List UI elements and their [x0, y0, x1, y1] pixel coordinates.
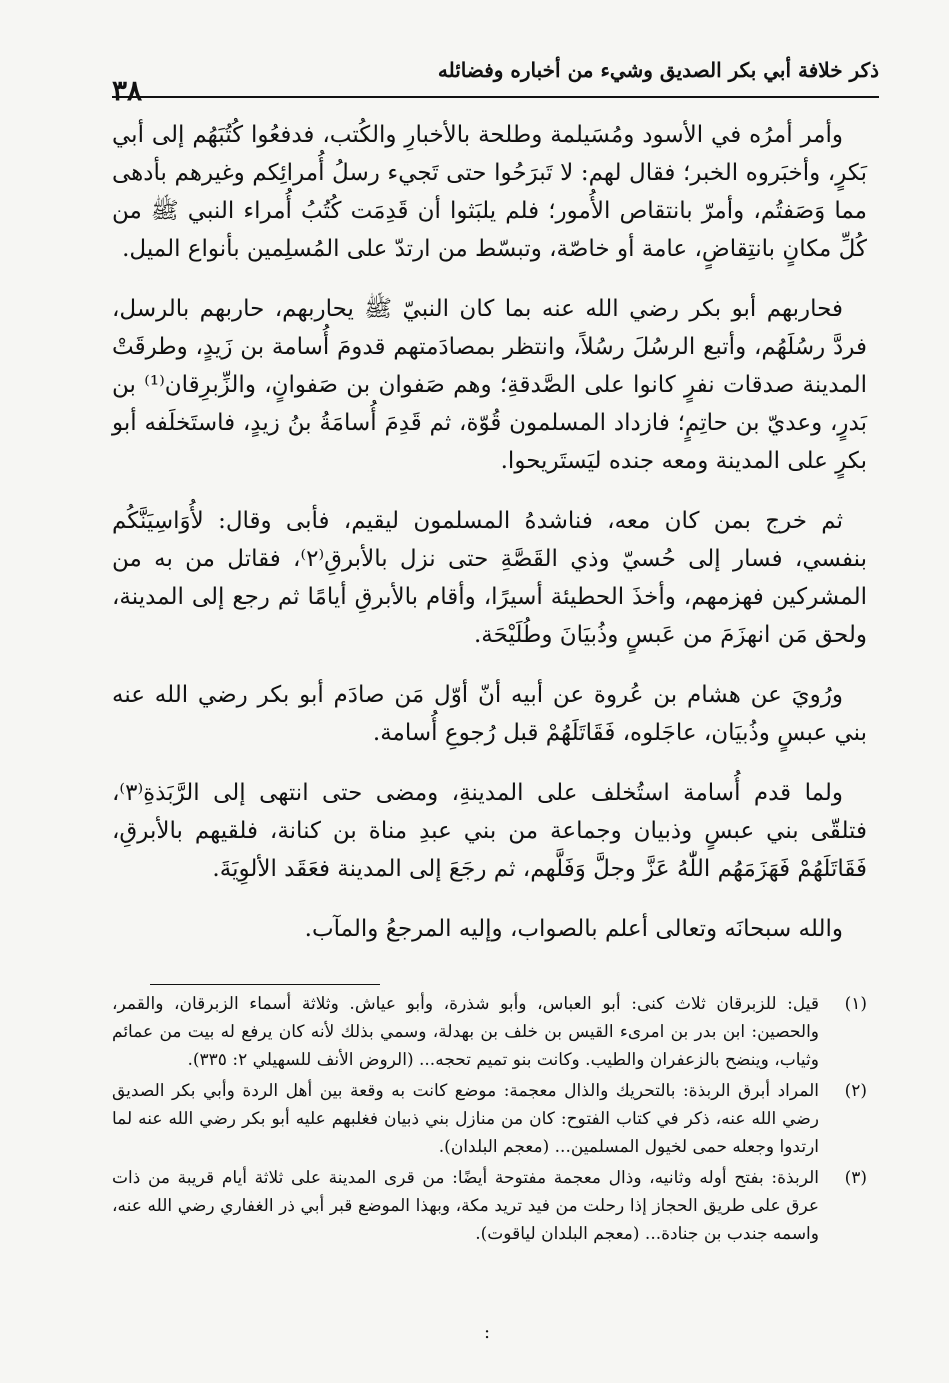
footnote-text: قيل: للزبرقان ثلاث كنى: أبو العباس، وأبو شذرة، وأبو عياش. وثلاثة أسماء الزبرقان، والقمر، والحصين: ابن بدر بن امرىء القيس بن خلف بن بهدلة، وسمي بذلك لأنه كان يرفع له بيت من عمائم وثياب، وينضح بالزعفران والطيب. وكانت بنو تميم تحجه... (الروض الأنف للسهيلي ٢: ٣٣٥).	[112, 994, 819, 1070]
footnote-text: المراد أبرق الربذة: بالتحريك والذال معجمة: موضع كانت به وقعة بين أهل الردة وأبي بكر الصديق رضي الله عنه، ذكر في كتاب الفتوح: كان من منازل بني ذبيان فغلبهم عليه أبو بكر رضي الله عنه لما ارتدوا وجعله حمى لخيول المسلمين... (معجم البلدان).	[112, 1081, 819, 1157]
footnote-text: الربذة: بفتح أوله وثانيه، وذال معجمة مفتوحة أيضًا: من قرى المدينة على ثلاثة أيام قريبة من ذات عرق على طريق الحجاز إذا رحلت من فيد تريد مكة، وبهذا الموضع قبر أبي ذر الغفاري رضي الله عنه، واسمه جندب بن جنادة... (معجم البلدان لياقوت).	[112, 1168, 819, 1244]
footnote	[112, 1164, 867, 1248]
closing-paragraph: والله سبحانَه وتعالى أعلم بالصواب، وإليه المرجعُ والمآب.	[304, 916, 843, 942]
footnote-number: (١)	[844, 994, 867, 1014]
footnote	[112, 1077, 867, 1161]
footnote-number: (٣)	[844, 1168, 867, 1188]
bottom-mark: :	[484, 1322, 491, 1343]
running-header	[112, 50, 879, 107]
paragraph: وأمر أمرُه في الأسود ومُسَيلمة وطلحة بالأخبارِ والكُتب، فدفعُوا كُتُبَهُم إلى أبي بَكرٍ، وأخبَروه الخبر؛ فقال لهم: لا تَبرَحُوا حتى تَجيء رسلُ أُمرائِكم وغيرهم بأدهى مما وَصَفتُم، وأمرّ بانتقاص الأُمور؛ فلم يلبَثوا أن قَدِمَت كُتُبُ أُمراء النبي ﷺ من كُلِّ مكانٍ بانتِقاضٍ، عامة أو خاصّة، وتبسّط من ارتدّ على المُسلِمين بأنواع الميل.	[112, 122, 867, 262]
paragraph: ثم خرج بمن كان معه، فناشدهُ المسلمون ليقيم، فأبى وقال: لأُوَاسِيَنَّكُم بنفسي، فسار إلى حُسيّ وذي القَصَّةِ حتى نزل بالأبرقِ⁽٢⁾، فقاتل من به من المشركين فهزمهم، وأخذَ الحطيئة أسيرًا، وأقام بالأبرقِ أيامًا ثم رجع إلى المدينة، ولحق مَن انهزَمَ من عَبسٍ وذُبيَانَ وطُلَيْحَة.	[112, 508, 867, 648]
footnote-number: (٢)	[844, 1081, 867, 1101]
footnote-separator	[150, 984, 380, 985]
page-number: ٣٨	[112, 74, 143, 107]
paragraph: ورُويَ عن هشام بن عُروة عن أبيه أنّ أوّل مَن صادَم أبو بكر رضي الله عنه بني عبسٍ وذُبيَان، عاجَلوه، فَقَاتَلَهُمْ قبل رُجوعِ أُسامة.	[112, 682, 867, 746]
main-text	[112, 116, 867, 970]
footnotes	[112, 990, 867, 1251]
running-title: ذكر خلافة أبي بكر الصديق وشيء من أخباره وفضائله	[437, 58, 879, 82]
footnote	[112, 990, 867, 1074]
paragraph: ولما قدم أُسامة استُخلف على المدينةِ، ومضى حتى انتهى إلى الرَّبَذةِ⁽٣⁾، فتلقّى بني عبسٍ وذبيان وجماعة من بني عبدِ مناة بن كنانة، فلقيهم بالأبرقِ، فَقَاتَلَهُمْ فَهَزَمَهُم اللّٰهُ عَزَّ وجلَّ وَفَلَّهم، ثم رجَعَ إلى المدينة فعَقَد الألوِيَةَ.	[112, 780, 867, 882]
header-rule	[112, 96, 879, 98]
paragraph: فحاربهم أبو بكر رضي الله عنه بما كان النبيّ ﷺ يحاربهم، حاربهم بالرسل، فردَّ رسُلَهُم، وأتبع الرسُلَ رسُلاً، وانتظر بمصادَمتهم قدومَ أُسامة بن زَيدٍ، وطرقَتْ المدينة صدقات نفرٍ كانوا على الصَّدقةِ؛ وهم صَفوان بن صَفوانٍ، والزِّبرِقان⁽¹⁾ بن بَدرٍ، وعديّ بن حاتِمٍ؛ فازداد المسلمون قُوّة، ثم قَدِمَ أُسامَةُ بنُ زيدٍ، فاستَخلَفه أبو بكرٍ على المدينة ومعه جنده ليَستَريحوا.	[112, 296, 867, 474]
